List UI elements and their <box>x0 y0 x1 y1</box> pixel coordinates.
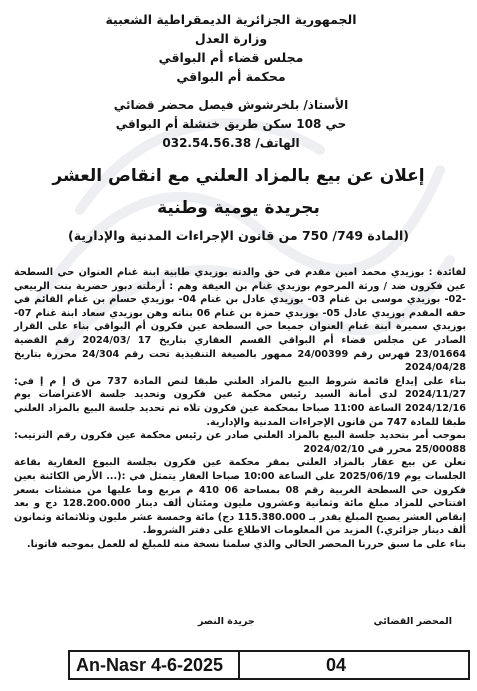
legal-articles: (المادة 749/ 750 من قانون الإجراءات المدنية والإدارية) <box>68 228 409 243</box>
order-paragraph: بموجب أمر بتحديد جلسة البيع بالمزاد العلني صادر عن رئيس محكمة عين فكرون رقم الترتيب: 25/00088 محرر في 2024/02/10 <box>14 430 466 455</box>
notice-titles <box>10 160 467 248</box>
bailiff-name: الأستاذ/ بلخرشوش فيصل محضر قضائي <box>113 98 349 112</box>
ministry-name: وزارة العدل <box>194 31 268 46</box>
newspaper-subtitle: بجريدة يومية وطنية <box>157 198 320 218</box>
parties-paragraph: لفائدة : بوزيدي محمد امين مقدم في حق والدته بوزيدي طابية ابنة غنام العنوان حي السطحة عين فكرون ضد / ورثة المرحوم بوزيدي غنام بن العيفة وهم : أرملته دبوز حضرية بنت الربيعي -02- بوزيدي موسى بن غنام 03- بوزيدي عادل بن غنام 04- بوزيدي حسام بن غنام القائم في حقه المقدم بوزيدي عادل 05- بوزيدي حمزة بن غنام 06 بناته وهن بوزيدي سعاد ابنة غنام 07- بوزيدي سميرة ابنة غنام العنوان جميعا حي السطحة عين فكرون أم البواقي بناء على القرار الصادر عن مجلس قضاء أم البواقي القسم العقاري بتاريخ 17 /2024/03 رقم القضية 23/01664 فهرس رقم 24/00399 ممهور بالصيغة التنفيذية تحت رقم 24/304 محررة بتاريخ 2024/04/28 <box>14 267 466 374</box>
bailiff-phone: الهاتف/ 032.54.56.38 <box>162 136 300 150</box>
sale-paragraph: نعلن عن بيع عقار بالمزاد العلني بمقر محكمة عين فكرون بجلسة البيوع العقارية بقاعة الجلسات يوم 2025/06/19 على الساعة 10:00 صباحا العقار يتمثل في :(... الأرض الكائنة بعين فكرون حي السطحة الغربية رقم 08 بمساحة 06 410 م مربع وما عليها من منشئات بسعر افتتاحي للمزاد مبلغ مائة وثمانية وعشرون مليون ومئتان ألف دينار 128.200.000 دج و بعد إنقاص العشر يصبح المبلغ يقدر بـ 115.380.000 دج) مائة وخمسة عشر مليون وثلاثمائة وثمانون ألف دينار جزائري.) المزيد من المعلومات الاطلاع على دفتر الشروط. <box>14 457 467 537</box>
footer-divider <box>238 652 240 678</box>
page-number: 04 <box>326 655 347 675</box>
bailiff-block <box>21 96 441 153</box>
notice-title: إعلان عن بيع بالمزاد العلني مع انقاص العشر <box>52 166 425 186</box>
closing-paragraph: بناء على ما سبق حررنا المحضر الحالي والذي سلمنا نسخة منه للمبلغ له للعمل بموجبه فاتونا. <box>26 538 466 550</box>
republic-name: الجمهورية الجزائرية الديمقراطية الشعبية <box>105 12 357 27</box>
conditions-paragraph: بناء على إيداع قائمة شروط البيع بالمزاد العلني طبقا لنص المادة 737 من ق إ م إ في: 2024/11/27 لدى أمانة السيد رئيس محكمة عين فكرون وتحديد جلسة الاعتراضات يوم 2024/12/16 الساعة 11:00 صباحا بمحكمة عين فكرون تلاه تم تحديد جلسة البيع بالمزاد العلني طبقا للمادة 747 من قانون الإجراءات المدنية والإدارية. <box>14 375 466 428</box>
court-name: محكمة أم البواقي <box>176 69 286 84</box>
issuing-authority-header <box>21 10 441 86</box>
notice-body <box>14 266 466 551</box>
signatures <box>20 616 460 630</box>
newspaper-signature-label: جريدة النصر <box>198 616 255 627</box>
publication-footer <box>68 650 470 680</box>
bailiff-address: حي 108 سكن طريق خنشلة أم البواقي <box>115 117 347 131</box>
judicial-council: مجلس قضاء أم البواقي <box>158 50 304 65</box>
publication-date: An-Nasr 4-6-2025 <box>76 655 224 675</box>
bailiff-signature-label: المحضر القضائي <box>373 616 452 627</box>
